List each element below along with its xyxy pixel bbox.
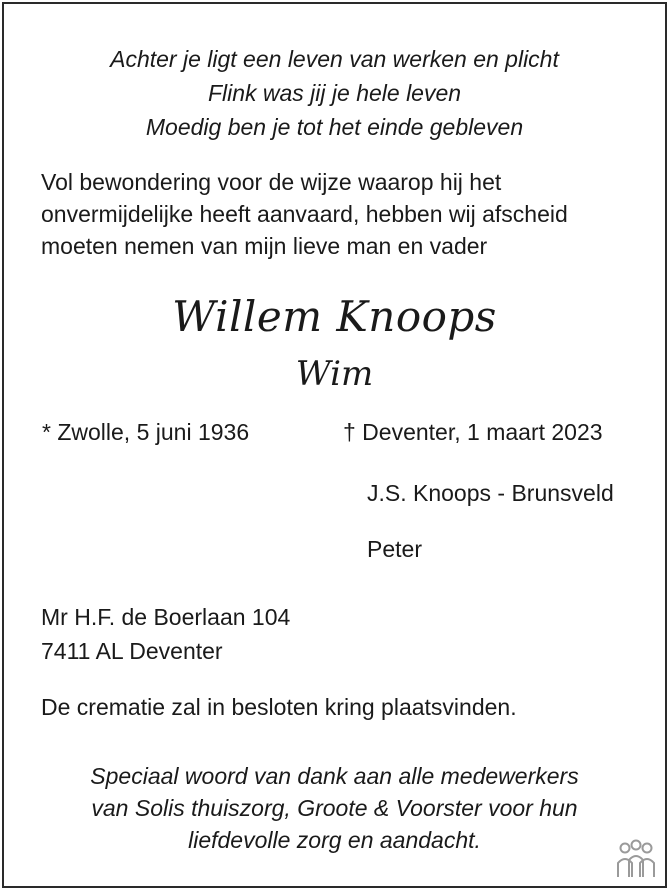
poem-line: Flink was jij je hele leven: [207, 80, 462, 106]
thanks-line: van Solis thuiszorg, Groote & Voorster voor hun: [91, 795, 578, 821]
thanks-line: Speciaal woord van dank aan alle medewerkers: [90, 763, 579, 789]
thanks-text: [4, 760, 665, 856]
thanks-line: liefdevolle zorg en aandacht.: [188, 827, 481, 853]
address-street: Mr H.F. de Boerlaan 104: [41, 604, 291, 630]
intro-line: onvermijdelijke heeft aanvaard, hebben wij afscheid: [41, 201, 568, 227]
poem-line: Moedig ben je tot het einde gebleven: [145, 114, 524, 140]
obituary-card: [2, 2, 667, 888]
intro-text: [41, 166, 641, 262]
intro-line: moeten nemen van mijn lieve man en vader: [41, 233, 488, 259]
cremation-notice: De crematie zal in besloten kring plaatsvinden.: [41, 694, 517, 720]
poem: [4, 42, 665, 144]
death-info: † Deventer, 1 maart 2023: [343, 419, 603, 445]
deceased-nickname: Wim: [295, 354, 374, 394]
address-block: [41, 600, 290, 668]
relative-name: J.S. Knoops - Brunsveld: [367, 480, 614, 506]
deceased-name: Willem Knoops: [172, 292, 497, 341]
address-city: 7411 AL Deventer: [41, 638, 223, 664]
birth-info: * Zwolle, 5 juni 1936: [42, 419, 250, 445]
relative-name: Peter: [367, 536, 422, 562]
people-group-icon: [614, 839, 658, 881]
intro-line: Vol bewondering voor de wijze waarop hij het: [41, 169, 502, 195]
poem-line: Achter je ligt een leven van werken en plicht: [110, 46, 559, 72]
